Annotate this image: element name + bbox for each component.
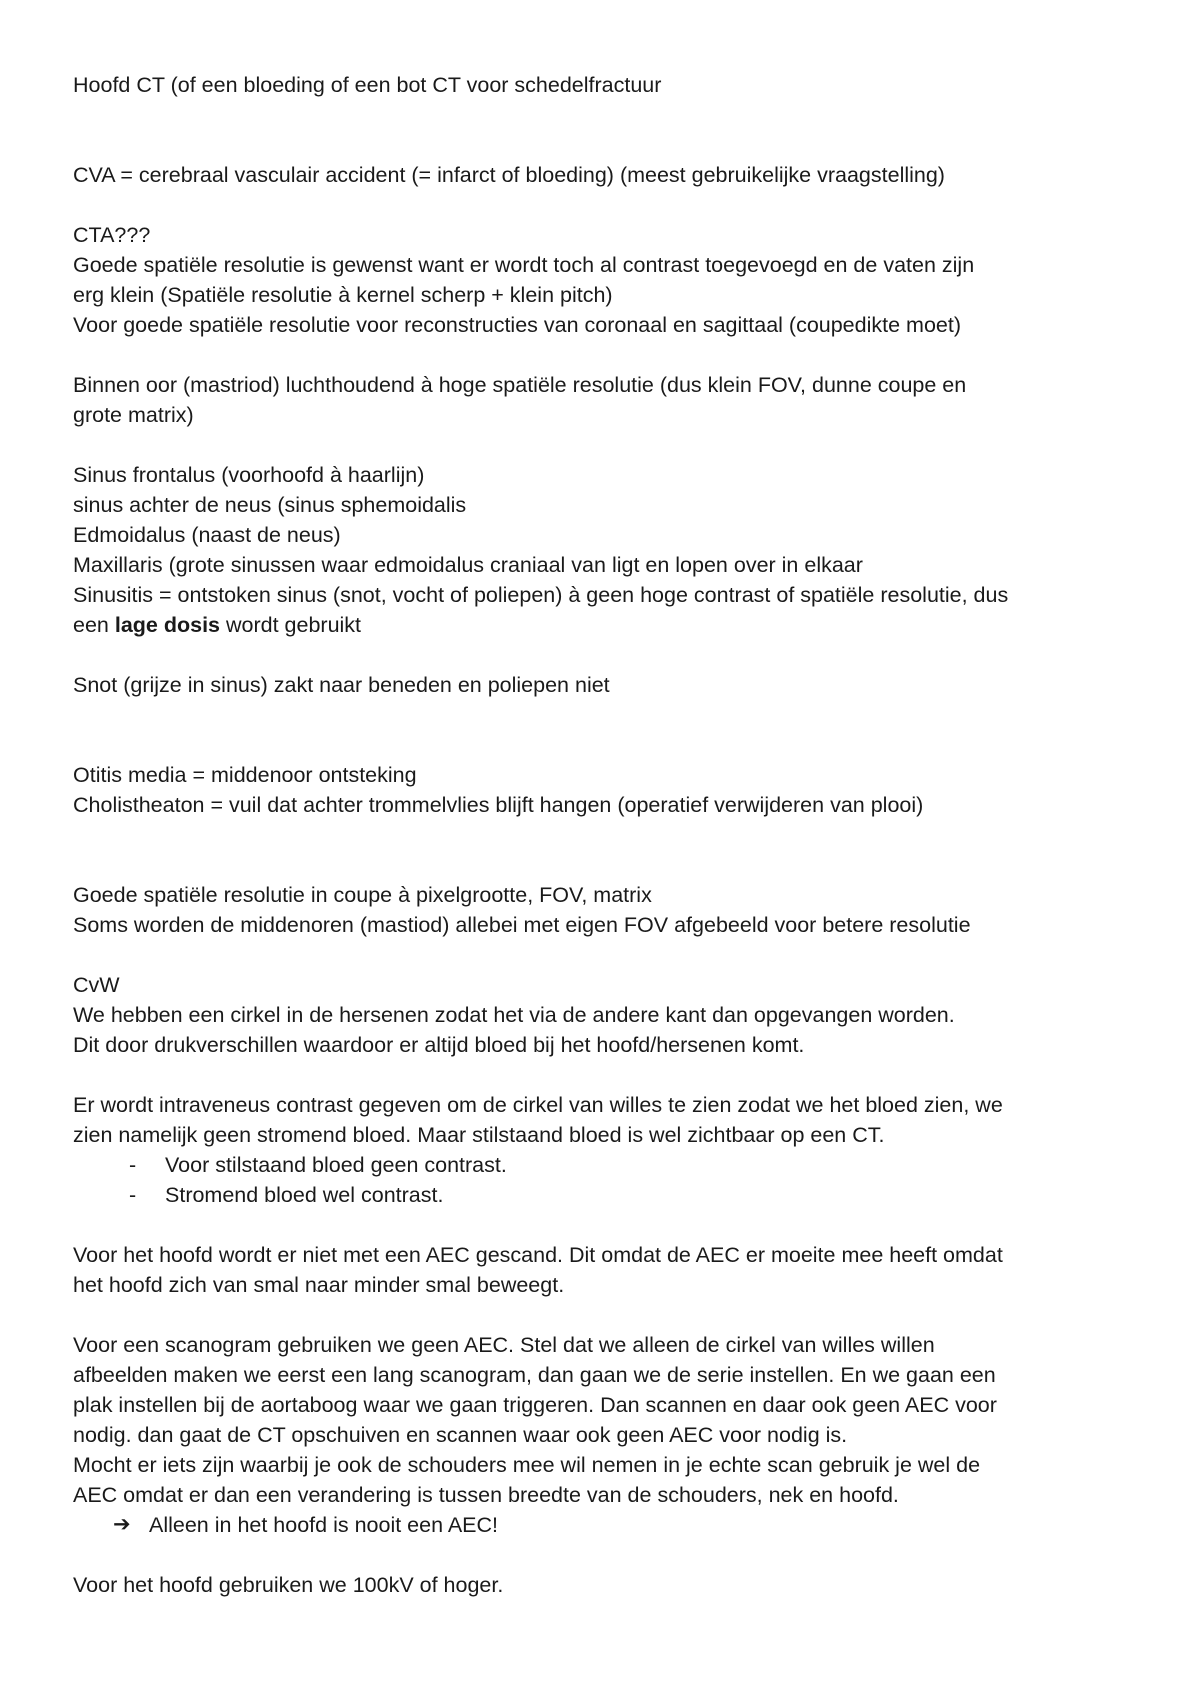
text-line: Goede spatiële resolutie in coupe à pixelgrootte, FOV, matrix: [73, 883, 652, 907]
text-line: erg klein (Spatiële resolutie à kernel scherp + klein pitch): [73, 283, 613, 307]
text-line: plak instellen bij de aortaboog waar we gaan triggeren. Dan scannen en daar ook geen AEC voor: [73, 1393, 997, 1417]
text-line: CVA = cerebraal vasculair accident (= infarct of bloeding) (meest gebruikelijke vraagstelling): [73, 163, 945, 187]
text-line: Soms worden de middenoren (mastiod) allebei met eigen FOV afgebeeld voor betere resolutie: [73, 913, 971, 937]
text-line: Er wordt intraveneus contrast gegeven om de cirkel van willes te zien zodat we het bloed zien, we: [73, 1093, 1003, 1117]
arrow-item-text: Alleen in het hoofd is nooit een AEC!: [149, 1513, 499, 1537]
dash-bullet: -: [129, 1153, 137, 1177]
text-line: AEC omdat er dan een verandering is tussen breedte van de schouders, nek en hoofd.: [73, 1483, 899, 1507]
arrow-list-item: [73, 1510, 1143, 1540]
list-item: [73, 1180, 1143, 1210]
text-line: Dit door drukverschillen waardoor er altijd bloed bij het hoofd/hersenen komt.: [73, 1033, 805, 1057]
document-page: [73, 70, 1143, 1600]
text-line: Mocht er iets zijn waarbij je ook de schouders mee wil nemen in je echte scan gebruik je wel de: [73, 1453, 981, 1477]
text-line: Sinus frontalus (voorhoofd à haarlijn): [73, 463, 425, 487]
dash-bullet: -: [129, 1183, 137, 1207]
text-line: Voor het hoofd wordt er niet met een AEC gescand. Dit omdat de AEC er moeite mee heeft omdat: [73, 1243, 1003, 1267]
text-line: Voor een scanogram gebruiken we geen AEC. Stel dat we alleen de cirkel van willes willen: [73, 1333, 935, 1357]
text-line: Snot (grijze in sinus) zakt naar beneden en poliepen niet: [73, 673, 610, 697]
text-line: Maxillaris (grote sinussen waar edmoidalus craniaal van ligt en lopen over in elkaar: [73, 553, 863, 577]
text-line: grote matrix): [73, 403, 194, 427]
text-line: CvW: [73, 973, 120, 997]
text-line: zien namelijk geen stromend bloed. Maar stilstaand bloed is wel zichtbaar op een CT.: [73, 1123, 885, 1147]
list-item-text: Stromend bloed wel contrast.: [165, 1183, 444, 1207]
bold-text: lage dosis: [114, 613, 221, 637]
text-segment: een: [73, 613, 115, 637]
text-line: nodig. dan gaat de CT opschuiven en scannen waar ook geen AEC voor nodig is.: [73, 1423, 848, 1447]
list-item: [73, 1150, 1143, 1180]
text-segment: wordt gebruikt: [220, 613, 362, 637]
text-line: sinus achter de neus (sinus sphemoidalis: [73, 493, 467, 517]
text-line: Voor het hoofd gebruiken we 100kV of hoger.: [73, 1573, 504, 1597]
text-line: We hebben een cirkel in de hersenen zodat het via de andere kant dan opgevangen worden.: [73, 1003, 955, 1027]
text-line: afbeelden maken we eerst een lang scanogram, dan gaan we de serie instellen. En we gaan een: [73, 1363, 996, 1387]
list-item-text: Voor stilstaand bloed geen contrast.: [165, 1153, 507, 1177]
text-line: het hoofd zich van smal naar minder smal beweegt.: [73, 1273, 565, 1297]
arrow-right-icon: ➔: [113, 1513, 131, 1536]
text-line: Edmoidalus (naast de neus): [73, 523, 341, 547]
text-line: CTA???: [73, 223, 151, 247]
text-line: Cholistheaton = vuil dat achter trommelvlies blijft hangen (operatief verwijderen van plooi): [73, 793, 924, 817]
text-line: Binnen oor (mastriod) luchthoudend à hoge spatiële resolutie (dus klein FOV, dunne coupe en: [73, 373, 967, 397]
text-line: Goede spatiële resolutie is gewenst want er wordt toch al contrast toegevoegd en de vaten zijn: [73, 253, 975, 277]
heading-head-ct: Hoofd CT (of een bloeding of een bot CT voor schedelfractuur: [73, 73, 662, 97]
text-line: [73, 610, 1143, 640]
text-line: Voor goede spatiële resolutie voor reconstructies van coronaal en sagittaal (coupedikte moet): [73, 313, 961, 337]
text-line: Otitis media = middenoor ontsteking: [73, 763, 417, 787]
text-line: Sinusitis = ontstoken sinus (snot, vocht of poliepen) à geen hoge contrast of spatiële resolutie, dus: [73, 583, 1009, 607]
